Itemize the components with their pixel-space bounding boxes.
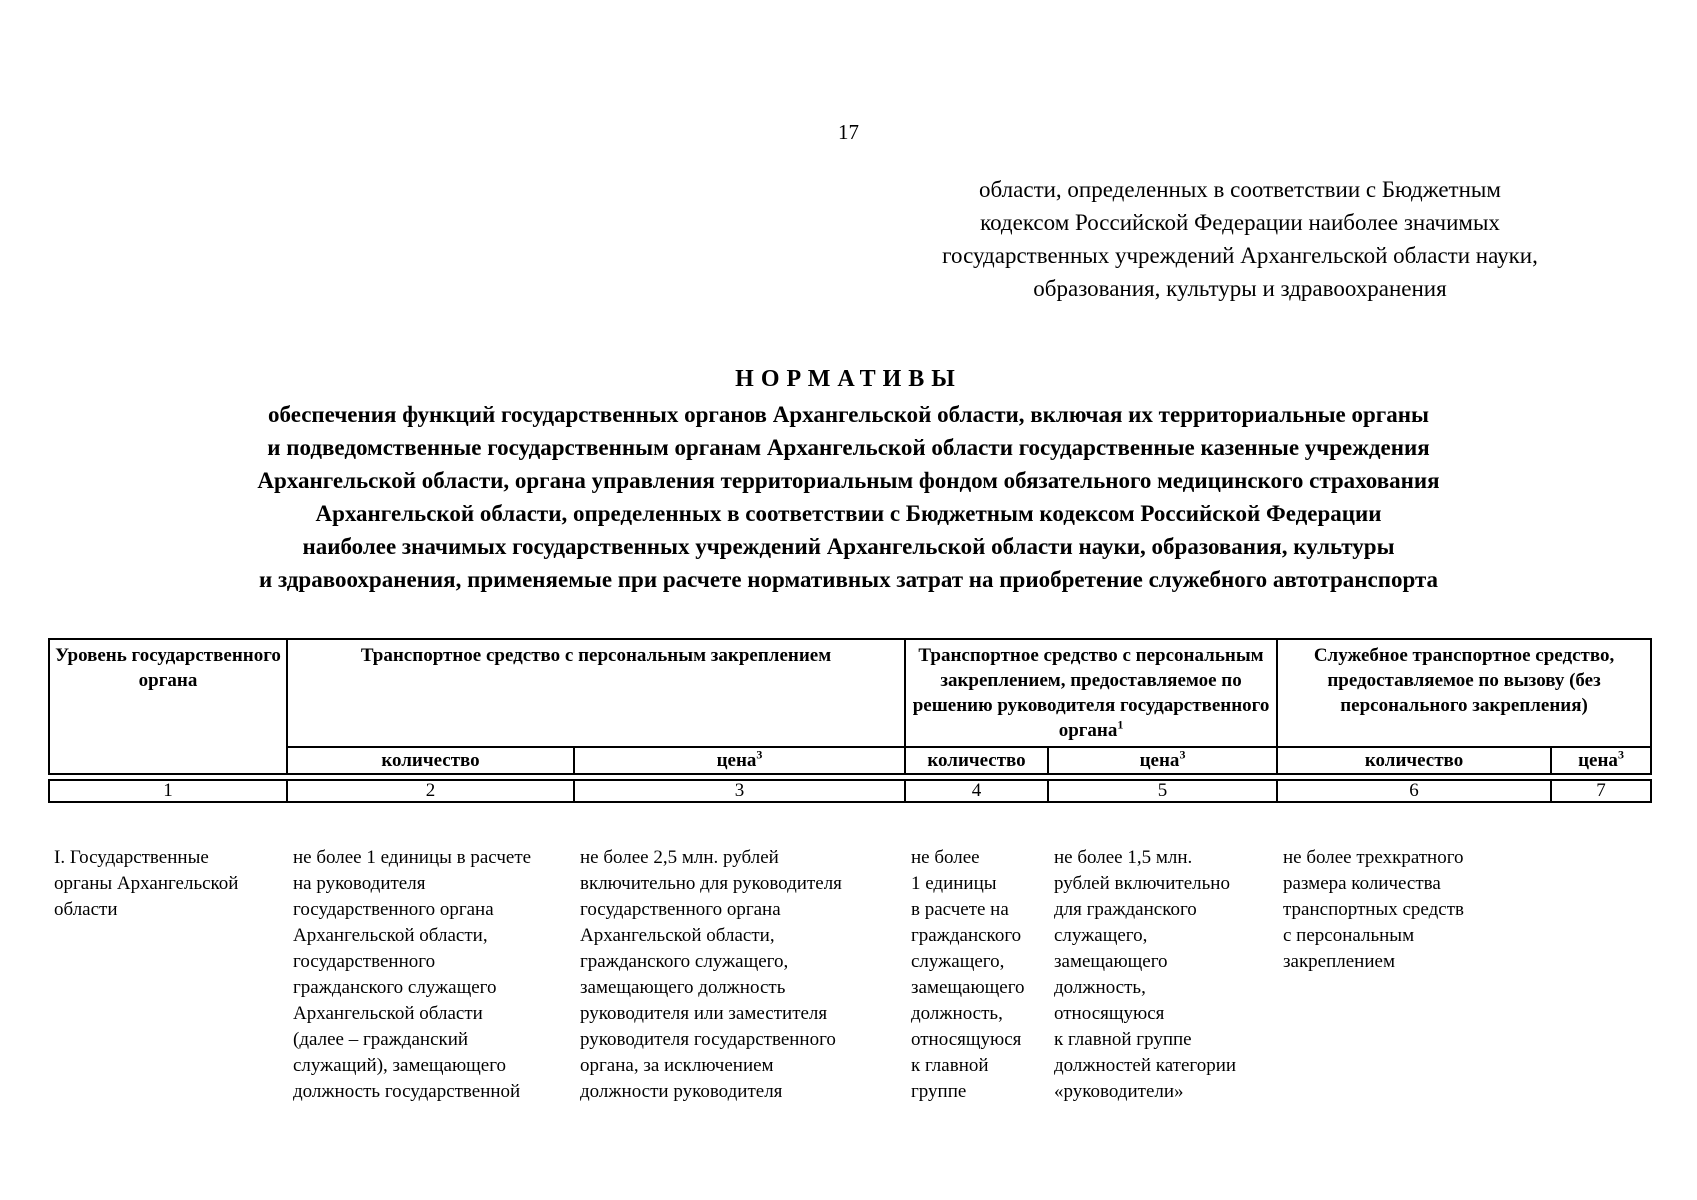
subtitle-line: образования, культуры и здравоохранения — [1033, 276, 1447, 301]
heading-line: обеспечения функций государственных органов Архангельской области, включая их территориальные органы — [268, 402, 1429, 427]
cell-on-call-quantity: не более трехкратного размера количества транспортных средств с персональным закреплением — [1283, 847, 1464, 972]
heading-line: Архангельской области, определенных в соответствии с Бюджетным кодексом Российской Федерации — [315, 501, 1382, 526]
document-title: НОРМАТИВЫ — [735, 366, 962, 392]
footnote-marker: 3 — [756, 747, 763, 762]
header-personal-decision-text: Транспортное средство с персональным закреплением, предоставляемое по решению руководителя государственного органа — [912, 645, 1270, 741]
column-number: 4 — [905, 780, 1048, 802]
subheader-price — [1551, 747, 1651, 774]
footnote-marker: 3 — [1617, 747, 1624, 762]
subtitle-line: кодексом Российской Федерации наиболее значимых — [980, 210, 1500, 235]
cell-decision-price: не более 1,5 млн. рублей включительно для гражданского служащего, замещающего должность, относящуюся к главной группе должностей категории «руководители» — [1054, 847, 1237, 1102]
column-number: 5 — [1048, 780, 1277, 802]
subtitle-line: области, определенных в соответствии с Бюджетным — [979, 177, 1501, 202]
subheader-price-text: цена — [716, 750, 757, 771]
heading-line: и здравоохранения, применяемые при расчете нормативных затрат на приобретение служебного автотранспорта — [258, 567, 1439, 592]
cell-personal-price: не более 2,5 млн. рублей включительно для руководителя государственного органа Архангельской области, гражданского служащего, замещающего должность руководителя или заместителя руководителя государственного органа, за исключением должности руководителя — [580, 847, 842, 1102]
header-personal-decision — [905, 639, 1277, 747]
subheader-quantity: количество — [1277, 747, 1551, 774]
header-level: Уровень государственного органа — [49, 639, 287, 774]
document-heading — [40, 398, 1657, 596]
subtitle-line: государственных учреждений Архангельской области науки, — [942, 243, 1538, 268]
column-number: 2 — [287, 780, 574, 802]
page-number: 17 — [838, 120, 859, 144]
footnote-marker: 1 — [1117, 717, 1124, 732]
subheader-price-text: цена — [1578, 750, 1618, 771]
subheader-price — [574, 747, 905, 774]
column-number: 3 — [574, 780, 905, 802]
column-number: 1 — [49, 780, 287, 802]
cell-personal-quantity: не более 1 единицы в расчете на руководителя государственного органа Архангельской области, государственного гражданского служащего Архангельской области (далее – гражданский служащий), замещающего должность государственной — [293, 847, 532, 1102]
header-personal: Транспортное средство с персональным закреплением — [287, 639, 905, 747]
subheader-price — [1048, 747, 1277, 774]
footnote-marker: 3 — [1179, 747, 1186, 762]
header-on-call: Служебное транспортное средство, предоставляемое по вызову (без персонального закрепления) — [1277, 639, 1651, 747]
heading-line: и подведомственные государственным органам Архангельской области государственные казенные учреждения — [267, 435, 1430, 460]
subheader-quantity: количество — [287, 747, 574, 774]
cell-decision-quantity: не более 1 единицы в расчете на гражданского служащего, замещающего должность, относящуюся к главной группе — [911, 847, 1025, 1102]
heading-line: наиболее значимых государственных учреждений Архангельской области науки, образования, культуры — [302, 534, 1395, 559]
norms-table-header — [48, 638, 1652, 803]
column-number: 7 — [1551, 780, 1651, 802]
cell-level: I. Государственные органы Архангельской области — [54, 847, 239, 920]
subtitle — [800, 173, 1680, 305]
subheader-quantity: количество — [905, 747, 1048, 774]
subheader-price-text: цена — [1139, 750, 1180, 771]
column-number: 6 — [1277, 780, 1551, 802]
heading-line: Архангельской области, органа управления территориальным фондом обязательного медицинского страхования — [257, 468, 1440, 493]
